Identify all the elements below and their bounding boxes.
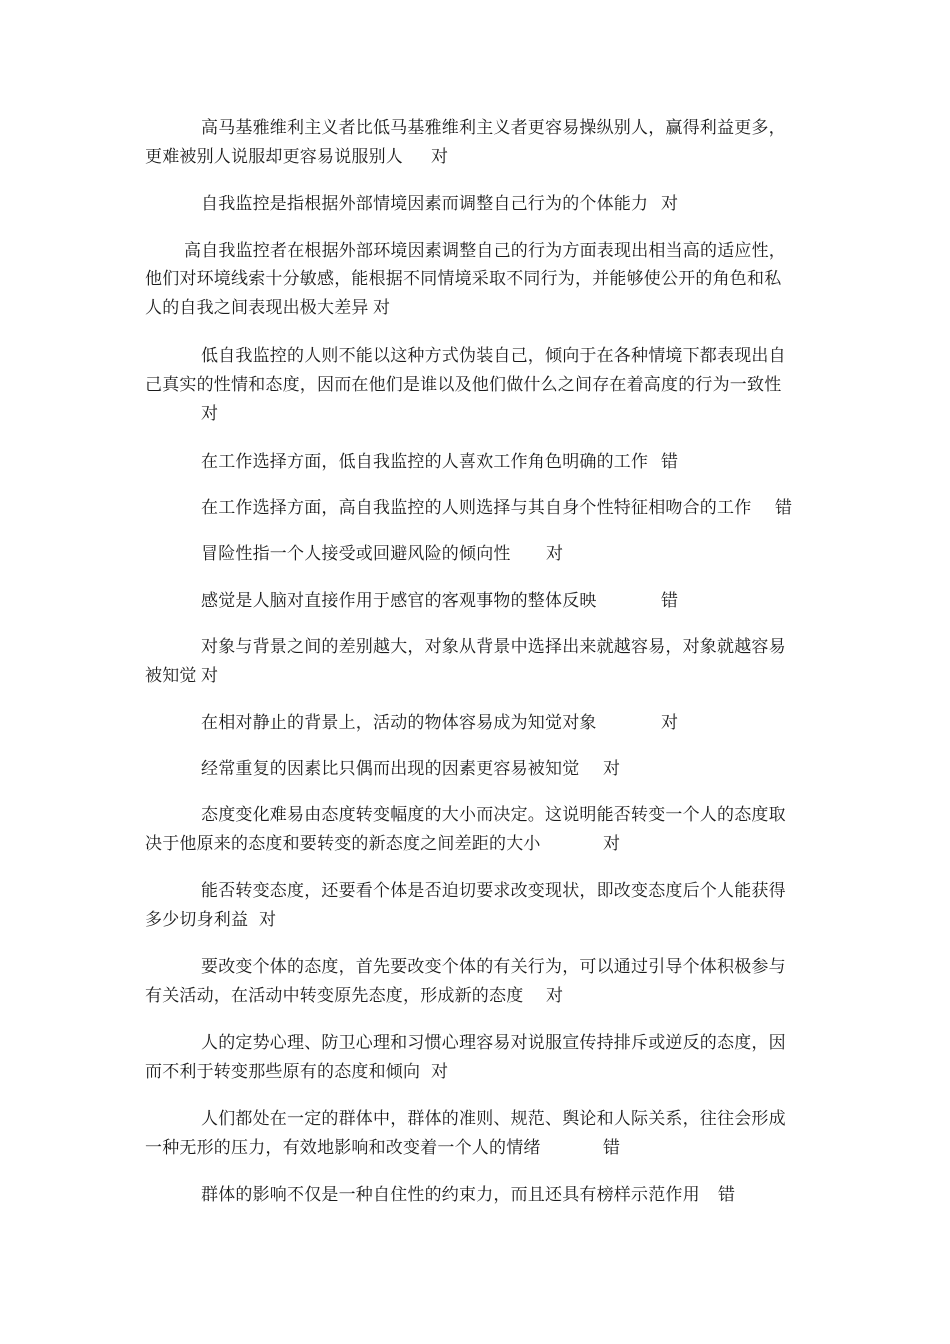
statement-line: 要改变个体的态度，首先要改变个体的有关行为，可以通过引导个体积极参与 (201, 957, 786, 977)
statement-line: 经常重复的因素比只偶而出现的因素更容易被知觉 (201, 759, 580, 779)
statement-line: 一种无形的压力，有效地影响和改变着一个人的情绪 (145, 1138, 541, 1158)
answer-mark: 对 (603, 834, 621, 854)
statement-line: 他们对环境线索十分敏感，能根据不同情境采取不同行为，并能够使公开的角色和私 (145, 269, 782, 289)
statement-line: 对象与背景之间的差别越大，对象从背景中选择出来就越容易，对象就越容易 (201, 637, 786, 657)
answer-mark: 错 (775, 498, 793, 518)
statement-line: 高马基雅维利主义者比低马基雅维利主义者更容易操纵别人，赢得利益更多， (201, 118, 786, 138)
statement-line: 己真实的性情和态度，因而在他们是谁以及他们做什么之间存在着高度的行为一致性 (145, 375, 782, 395)
answer-mark: 对 (661, 713, 679, 733)
answer-mark: 对 (546, 986, 564, 1006)
statement-line: 在工作选择方面，低自我监控的人喜欢工作角色明确的工作 (201, 452, 649, 472)
statement-line: 而不利于转变那些原有的态度和倾向 (145, 1062, 421, 1082)
statement-line: 在工作选择方面，高自我监控的人则选择与其自身个性特征相吻合的工作 (201, 498, 752, 518)
answer-mark: 错 (661, 591, 679, 611)
answer-mark: 错 (661, 452, 679, 472)
statement-line: 能否转变态度，还要看个体是否迫切要求改变现状，即改变态度后个人能获得 (201, 881, 786, 901)
statement-line: 感觉是人脑对直接作用于感官的客观事物的整体反映 (201, 591, 597, 611)
answer-mark: 对 (259, 910, 277, 930)
statement-line: 冒险性指一个人接受或回避风险的倾向性 (201, 544, 511, 564)
answer-mark: 错 (603, 1138, 621, 1158)
statement-line: 在相对静止的背景上，活动的物体容易成为知觉对象 (201, 713, 597, 733)
answer-mark: 对 (201, 404, 219, 424)
answer-mark: 对 (201, 666, 219, 686)
answer-mark: 错 (718, 1185, 736, 1205)
statement-line: 低自我监控的人则不能以这种方式伪装自己，倾向于在各种情境下都表现出自 (201, 346, 786, 366)
statement-line: 有关活动，在活动中转变原先态度，形成新的态度 (145, 986, 524, 1006)
statement-line: 人的自我之间表现出极大差异 (145, 298, 369, 318)
answer-mark: 对 (603, 759, 621, 779)
statement-line: 多少切身利益 (145, 910, 249, 930)
statement-line: 人的定势心理、防卫心理和习惯心理容易对说服宣传持排斥或逆反的态度，因 (201, 1033, 786, 1053)
statement-line: 被知觉 (145, 666, 197, 686)
answer-mark: 对 (431, 1062, 449, 1082)
statement-line: 自我监控是指根据外部情境因素而调整自己行为的个体能力 (201, 194, 649, 214)
answer-mark: 对 (373, 298, 391, 318)
statement-line: 群体的影响不仅是一种自住性的约束力，而且还具有榜样示范作用 (201, 1185, 700, 1205)
statement-line: 高自我监控者在根据外部环境因素调整自己的行为方面表现出相当高的适应性， (184, 241, 786, 261)
statement-line: 人们都处在一定的群体中，群体的准则、规范、舆论和人际关系，往往会形成 (201, 1109, 786, 1129)
answer-mark: 对 (546, 544, 564, 564)
statement-line: 更难被别人说服却更容易说服别人 (145, 147, 403, 167)
statement-line: 态度变化难易由态度转变幅度的大小而决定。这说明能否转变一个人的态度取 (201, 805, 786, 825)
answer-mark: 对 (431, 147, 449, 167)
statement-line: 决于他原来的态度和要转变的新态度之间差距的大小 (145, 834, 541, 854)
answer-mark: 对 (661, 194, 679, 214)
